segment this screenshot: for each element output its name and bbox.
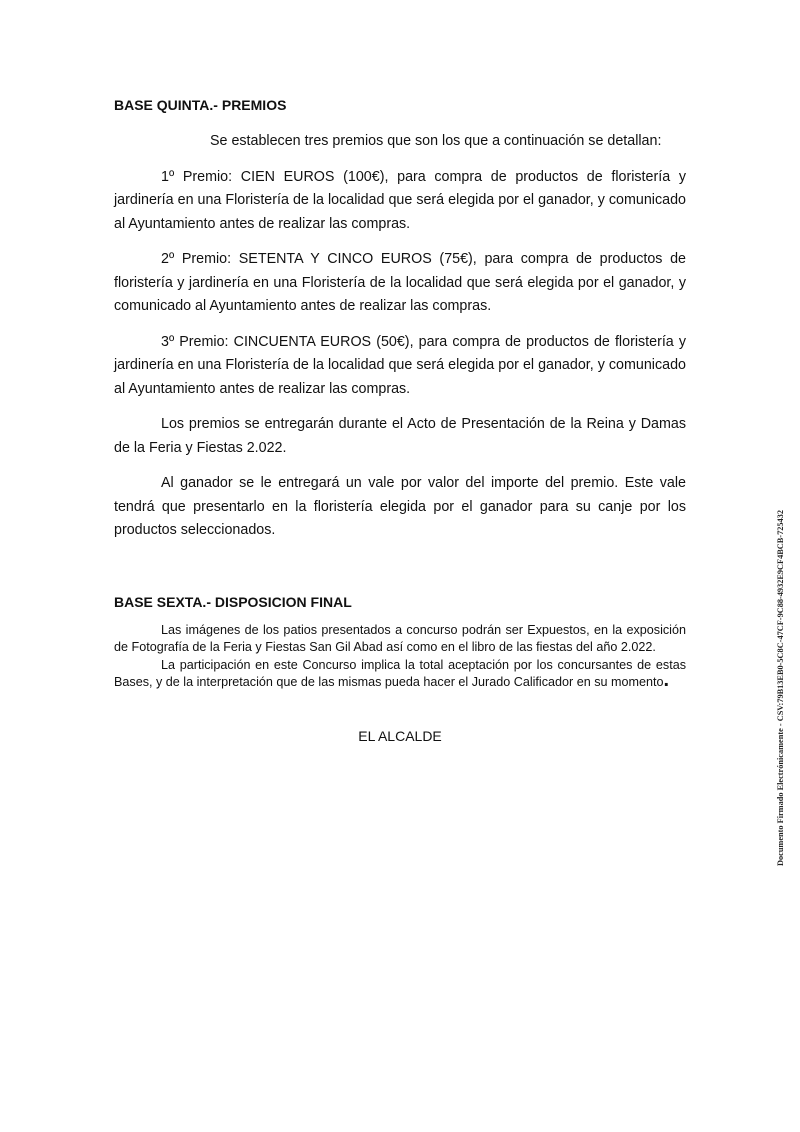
acceptance-text: La participación en este Concurso implica la total aceptación por los concursantes de estas Bases, y de la interpretación que de las mismas pueda hacer el Jurado Calificador en su momento [114, 657, 686, 689]
acceptance-end-dot: . [663, 669, 670, 691]
delivery-paragraph: Los premios se entregarán durante el Acto de Presentación de la Reina y Damas de la Feria y Fiestas 2.022. [114, 416, 686, 456]
prize-1-paragraph: 1º Premio: CIEN EUROS (100€), para compra de productos de floristería y jardinería en una Floristería de la localidad que será elegida por el ganador, y comunicado al Ayuntamiento antes de realizar las compras. [114, 168, 686, 232]
document-body [114, 94, 686, 744]
voucher-paragraph: Al ganador se le entregará un vale por valor del importe del premio. Este vale tendrá que presentarlo en la floristería elegida por el ganador para su canje por los productos seleccionados. [114, 475, 686, 538]
section5-intro: Se establecen tres premios que son los que a continuación se detallan: [210, 133, 662, 149]
signature-alcalde: EL ALCALDE [358, 727, 442, 744]
prize-3-paragraph: 3º Premio: CINCUENTA EUROS (50€), para compra de productos de floristería y jardinería en una Floristería de la localidad que será elegida por el ganador, y comunicado al Ayuntamiento antes de realizar las compras. [114, 333, 686, 397]
section6-title: BASE SEXTA.- DISPOSICION FINAL [114, 593, 352, 610]
images-paragraph: Las imágenes de los patios presentados a concurso podrán ser Expuestos, en la exposición de Fotografía de la Feria y Fiestas San Gil Abad así como en el libro de las fiestas del año 2.022. [114, 622, 686, 654]
section5-title: BASE QUINTA.- PREMIOS [114, 97, 287, 113]
acceptance-paragraph [114, 657, 686, 692]
prize-2-paragraph: 2º Premio: SETENTA Y CINCO EUROS (75€), para compra de productos de floristería y jardinería en una Floristería de la localidad que será elegida por el ganador, y comunicado al Ayuntamiento antes de realizar las compras. [114, 251, 686, 314]
electronic-signature-stamp: Documento Firmado Electrónicamente - CSV:79B13EB0-5C8C-47CF-9C88-4932E9CF4BCB-725432 [776, 510, 785, 866]
